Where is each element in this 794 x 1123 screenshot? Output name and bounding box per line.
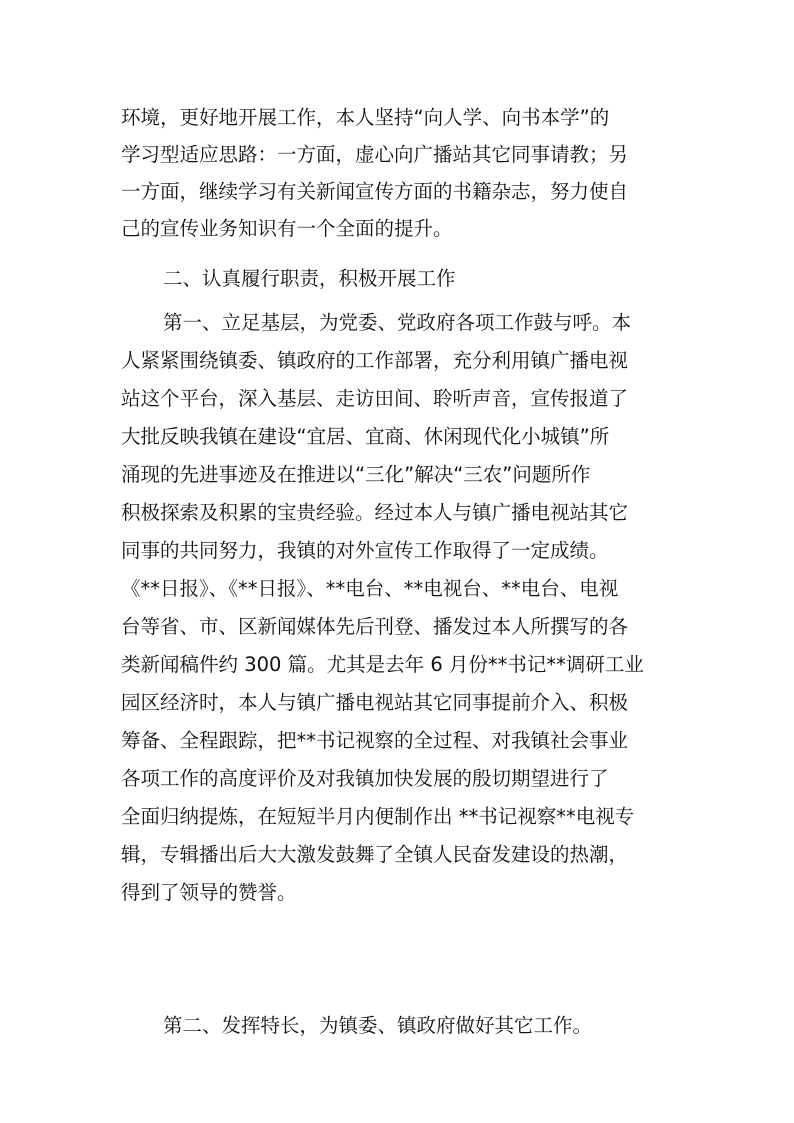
- body-text-line: 台等省、市、区新闻媒体先后刊登、播发过本人所撰写的各: [121, 615, 629, 638]
- body-text-line: 涌现的先进事迹及在推进以“三化”解决“三农”问题所作: [121, 463, 591, 486]
- body-text-line: 筹备、全程跟踪，把**书记视察的全过程、对我镇社会事业: [121, 729, 629, 752]
- body-text-line: 己的宣传业务知识有一个全面的提升。: [121, 217, 453, 240]
- body-text-line: 人紧紧围绕镇委、镇政府的工作部署，充分利用镇广播电视: [121, 349, 629, 372]
- body-text-line: 得到了领导的赞誉。: [121, 881, 297, 904]
- body-text-line: 同事的共同努力，我镇的对外宣传工作取得了一定成绩。: [121, 539, 609, 562]
- body-text-line: 环境，更好地开展工作，本人坚持“向人学、向书本学”的: [121, 106, 610, 129]
- body-text-line: 大批反映我镇在建设“宜居、宜商、休闲现代化小城镇”所: [121, 425, 610, 448]
- body-text-line: 积极探索及积累的宝贵经验。经过本人与镇广播电视站其它: [121, 501, 629, 524]
- body-text-line: 站这个平台，深入基层、走访田间、聆听声音，宣传报道了: [121, 387, 629, 410]
- body-text-line: 第一、立足基层，为党委、党政府各项工作鼓与呼。本: [163, 311, 632, 334]
- body-text-line: 辑，专辑播出后大大激发鼓舞了全镇人民奋发建设的热潮，: [121, 843, 629, 866]
- body-text-line: 第二、发挥特长，为镇委、镇政府做好其它工作。: [163, 1014, 593, 1037]
- body-text-line: 全面归纳提炼，在短短半月内便制作出 **书记视察**电视专: [121, 805, 635, 828]
- body-text-line: 各项工作的高度评价及对我镇加快发展的殷切期望进行了: [121, 767, 609, 790]
- body-text-line: 学习型适应思路：一方面，虚心向广播站其它同事请教；另: [121, 143, 629, 166]
- section-heading: 二、认真履行职责，积极开展工作: [163, 267, 456, 290]
- body-text-line: 类新闻稿件约 300 篇。尤其是去年 6 月份**书记**调研工业: [121, 653, 644, 676]
- body-text-line: 一方面，继续学习有关新闻宣传方面的书籍杂志，努力使自: [121, 180, 629, 203]
- body-text-line: 园区经济时，本人与镇广播电视站其它同事提前介入、积极: [121, 691, 629, 714]
- body-text-line: 《**日报》、《**日报》、**电台、**电视台、**电台、电视: [121, 577, 619, 600]
